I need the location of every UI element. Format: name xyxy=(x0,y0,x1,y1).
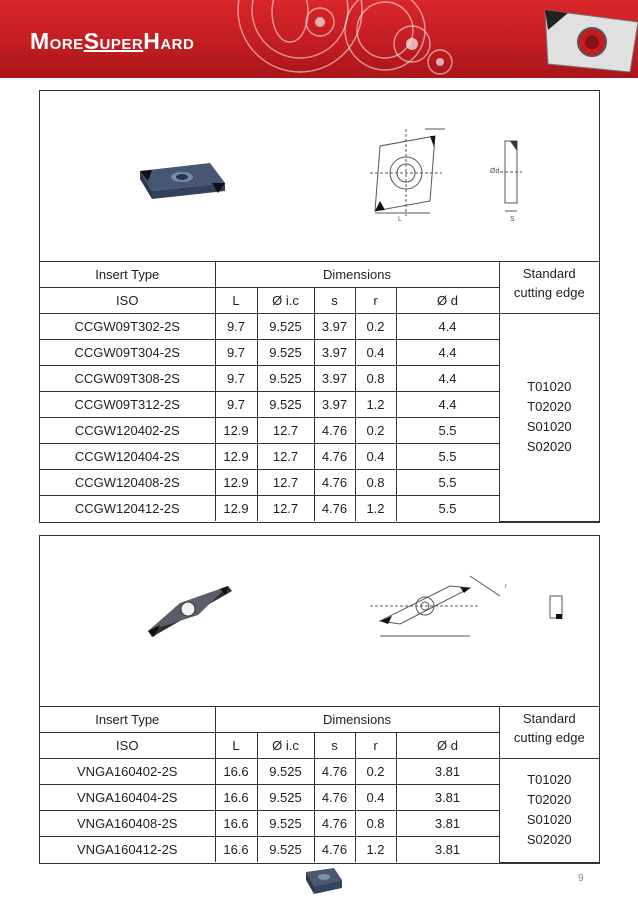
cell-r: 0.2 xyxy=(355,759,396,785)
cell-ic: 9.525 xyxy=(257,314,314,340)
col-d: Ø d xyxy=(396,733,499,759)
cell-l: 12.9 xyxy=(215,418,257,444)
col-s: s xyxy=(314,733,355,759)
cell-d: 3.81 xyxy=(396,837,499,863)
insert-photo-vnga xyxy=(140,581,240,641)
cell-r: 1.2 xyxy=(355,496,396,522)
figure-ccgw xyxy=(40,91,599,262)
cell-s: 3.97 xyxy=(314,366,355,392)
cell-ic: 9.525 xyxy=(257,340,314,366)
cell-ic: 9.525 xyxy=(257,392,314,418)
cell-ic: 9.525 xyxy=(257,811,314,837)
cell-d: 4.4 xyxy=(396,314,499,340)
cell-ic: 9.525 xyxy=(257,837,314,863)
cell-s: 4.76 xyxy=(314,470,355,496)
cell-d: 3.81 xyxy=(396,759,499,785)
header-banner xyxy=(0,0,638,78)
svg-text:L: L xyxy=(398,216,402,221)
figure-vnga xyxy=(40,536,599,707)
cell-s: 4.76 xyxy=(314,418,355,444)
cell-d: 4.4 xyxy=(396,366,499,392)
cell-s: 3.97 xyxy=(314,314,355,340)
col-iso: ISO xyxy=(40,288,215,314)
standard-cutting-edge-list: T01020 T02020 S01020 S02020 xyxy=(499,314,599,522)
cell-iso: CCGW09T312-2S xyxy=(40,392,215,418)
cell-d: 3.81 xyxy=(396,811,499,837)
cell-l: 16.6 xyxy=(215,837,257,863)
insert-type-header: Insert Type xyxy=(40,262,215,288)
cell-d: 5.5 xyxy=(396,470,499,496)
cell-iso: CCGW09T302-2S xyxy=(40,314,215,340)
standard-header: Standard cutting edge xyxy=(499,707,599,759)
cell-d: 5.5 xyxy=(396,444,499,470)
cell-ic: 12.7 xyxy=(257,418,314,444)
cell-l: 16.6 xyxy=(215,785,257,811)
cell-r: 0.2 xyxy=(355,418,396,444)
cell-r: 1.2 xyxy=(355,392,396,418)
brand-logo: MORESUPERHARD xyxy=(30,28,195,54)
cell-ic: 9.525 xyxy=(257,366,314,392)
cell-l: 12.9 xyxy=(215,470,257,496)
col-iso: ISO xyxy=(40,733,215,759)
cell-s: 4.76 xyxy=(314,811,355,837)
cell-l: 12.9 xyxy=(215,496,257,522)
cell-l: 16.6 xyxy=(215,811,257,837)
cell-r: 0.4 xyxy=(355,785,396,811)
cell-l: 9.7 xyxy=(215,366,257,392)
cell-ic: 12.7 xyxy=(257,444,314,470)
dimensions-header: Dimensions xyxy=(215,262,499,288)
col-ic: Ø i.c xyxy=(257,733,314,759)
spec-table-ccgw xyxy=(40,262,599,522)
drawing-ccgw xyxy=(350,121,550,221)
panel-vnga xyxy=(39,535,600,864)
cell-ic: 12.7 xyxy=(257,496,314,522)
cell-s: 4.76 xyxy=(314,444,355,470)
cell-ic: 12.7 xyxy=(257,470,314,496)
cell-iso: CCGW120408-2S xyxy=(40,470,215,496)
cell-s: 3.97 xyxy=(314,340,355,366)
cell-r: 0.2 xyxy=(355,314,396,340)
cell-d: 5.5 xyxy=(396,496,499,522)
cell-r: 0.8 xyxy=(355,811,396,837)
drawing-vnga xyxy=(370,566,580,646)
cell-s: 4.76 xyxy=(314,759,355,785)
dimensions-header: Dimensions xyxy=(215,707,499,733)
col-s: s xyxy=(314,288,355,314)
cell-r: 0.4 xyxy=(355,444,396,470)
cell-iso: CCGW09T308-2S xyxy=(40,366,215,392)
cell-s: 4.76 xyxy=(314,785,355,811)
standard-cutting-edge-list: T01020 T02020 S01020 S02020 xyxy=(499,759,599,863)
cell-l: 12.9 xyxy=(215,444,257,470)
col-l: L xyxy=(215,733,257,759)
cell-s: 4.76 xyxy=(314,837,355,863)
table-row xyxy=(40,759,599,785)
cell-r: 0.4 xyxy=(355,340,396,366)
cell-d: 4.4 xyxy=(396,392,499,418)
footer-insert-icon xyxy=(298,862,346,902)
cell-l: 9.7 xyxy=(215,340,257,366)
cell-iso: CCGW09T304-2S xyxy=(40,340,215,366)
cell-ic: 9.525 xyxy=(257,785,314,811)
cell-iso: CCGW120412-2S xyxy=(40,496,215,522)
svg-text:Ød: Ød xyxy=(490,168,500,175)
cell-r: 0.8 xyxy=(355,470,396,496)
panel-ccgw xyxy=(39,90,600,523)
cell-iso: CCGW120402-2S xyxy=(40,418,215,444)
standard-header: Standard cutting edge xyxy=(499,262,599,314)
page-number: 9 xyxy=(578,873,584,884)
insert-photo-ccgw xyxy=(130,161,230,206)
cell-ic: 9.525 xyxy=(257,759,314,785)
header-insert-icon xyxy=(545,10,638,72)
cell-d: 3.81 xyxy=(396,785,499,811)
cell-iso: VNGA160402-2S xyxy=(40,759,215,785)
table-row xyxy=(40,314,599,340)
cell-iso: VNGA160412-2S xyxy=(40,837,215,863)
svg-text:r: r xyxy=(505,584,507,590)
cell-d: 4.4 xyxy=(396,340,499,366)
cell-iso: CCGW120404-2S xyxy=(40,444,215,470)
cell-l: 9.7 xyxy=(215,392,257,418)
cell-d: 5.5 xyxy=(396,418,499,444)
col-l: L xyxy=(215,288,257,314)
spec-table-vnga xyxy=(40,707,599,863)
col-d: Ø d xyxy=(396,288,499,314)
col-ic: Ø i.c xyxy=(257,288,314,314)
insert-type-header: Insert Type xyxy=(40,707,215,733)
cell-iso: VNGA160408-2S xyxy=(40,811,215,837)
cell-r: 0.8 xyxy=(355,366,396,392)
col-r: r xyxy=(355,733,396,759)
cell-s: 3.97 xyxy=(314,392,355,418)
cell-l: 9.7 xyxy=(215,314,257,340)
col-r: r xyxy=(355,288,396,314)
svg-text:S: S xyxy=(510,216,515,221)
cell-r: 1.2 xyxy=(355,837,396,863)
cell-iso: VNGA160404-2S xyxy=(40,785,215,811)
cell-l: 16.6 xyxy=(215,759,257,785)
cell-s: 4.76 xyxy=(314,496,355,522)
